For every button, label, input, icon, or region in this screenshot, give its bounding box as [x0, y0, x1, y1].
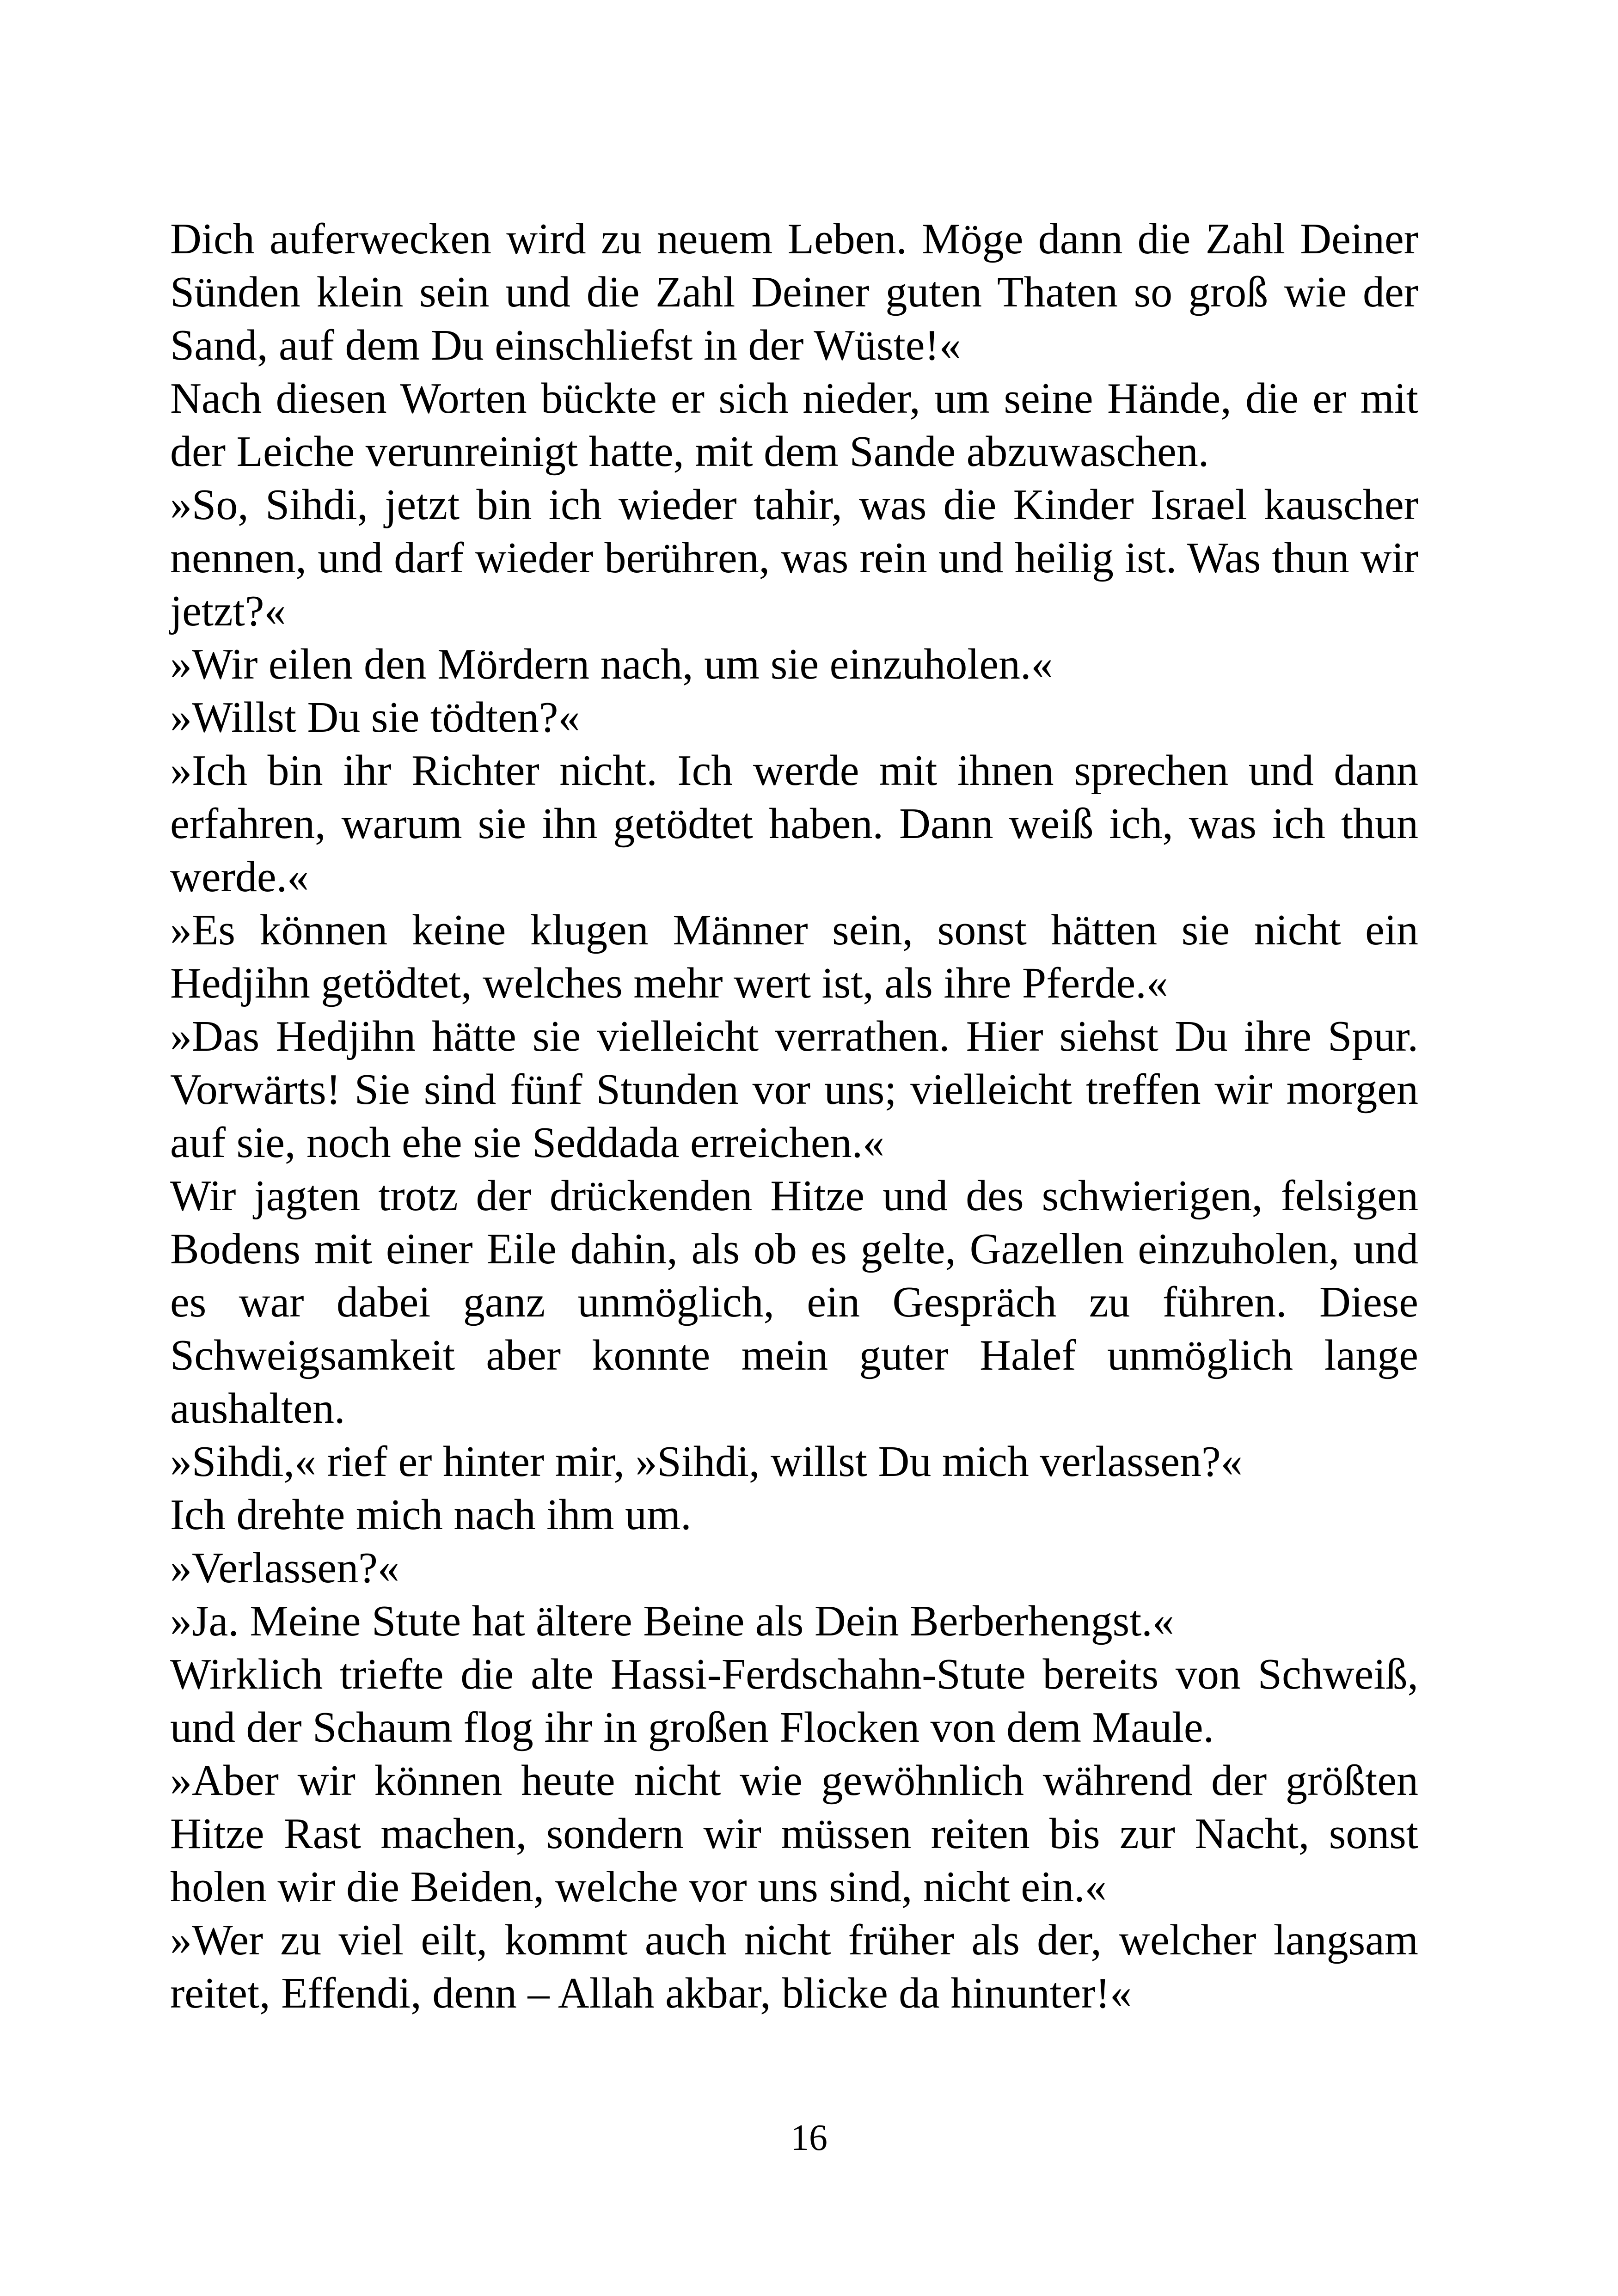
paragraph: »Wir eilen den Mördern nach, um sie einzuholen.«	[170, 640, 1053, 688]
paragraph: Ich drehte mich nach ihm um.	[170, 1491, 692, 1539]
paragraph: »Ich bin ihr Richter nicht. Ich werde mit ihnen sprechen und dann erfahren, warum sie ihn getödtet haben. Dann weiß ich, was ich thun werde.«	[170, 747, 1418, 901]
paragraph: Nach diesen Worten bückte er sich nieder, um seine Hände, die er mit der Leiche verunreinigt hatte, mit dem Sande abzuwaschen.	[170, 374, 1418, 476]
paragraph: »Verlassen?«	[170, 1544, 399, 1592]
page-number: 16	[791, 2118, 827, 2158]
paragraph: »Sihdi,« rief er hinter mir, »Sihdi, willst Du mich verlassen?«	[170, 1438, 1243, 1486]
paragraph: Wir jagten trotz der drückenden Hitze und des schwierigen, felsigen Bodens mit einer Eile dahin, als ob es gelte, Gazellen einzuholen, und es war dabei ganz unmöglich, ein Gespräch zu führen. Diese Schweigsamkeit aber konnte mein guter Halef unmöglich lange aushalten.	[170, 1172, 1418, 1433]
paragraph: Wirklich triefte die alte Hassi-Ferdschahn-Stute bereits von Schweiß, und der Schaum flog ihr in großen Flocken von dem Maule.	[170, 1650, 1418, 1751]
body-text	[170, 213, 1418, 2020]
paragraph: »So, Sihdi, jetzt bin ich wieder tahir, was die Kinder Israel kauscher nennen, und darf wieder berühren, was rein und heilig ist. Was thun wir jetzt?«	[170, 481, 1418, 635]
paragraph: »Willst Du sie tödten?«	[170, 693, 580, 741]
paragraph: »Ja. Meine Stute hat ältere Beine als Dein Berberhengst.«	[170, 1597, 1174, 1645]
paragraph: »Das Hedjihn hätte sie vielleicht verrathen. Hier siehst Du ihre Spur. Vorwärts! Sie sind fünf Stunden vor uns; vielleicht treffen wir morgen auf sie, noch ehe sie Seddada erreichen.«	[170, 1012, 1418, 1167]
paragraph: »Es können keine klugen Männer sein, sonst hätten sie nicht ein Hedjihn getödtet, welches mehr wert ist, als ihre Pferde.«	[170, 906, 1418, 1007]
paragraph: »Wer zu viel eilt, kommt auch nicht früher als der, welcher langsam reitet, Effendi, denn – Allah akbar, blicke da hinunter!«	[170, 1916, 1418, 2017]
paragraph: »Aber wir können heute nicht wie gewöhnlich während der größten Hitze Rast machen, sondern wir müssen reiten bis zur Nacht, sonst holen wir die Beiden, welche vor uns sind, nicht ein.«	[170, 1757, 1418, 1911]
paragraph: Dich auferwecken wird zu neuem Leben. Möge dann die Zahl Deiner Sünden klein sein und die Zahl Deiner guten Thaten so groß wie der Sand, auf dem Du einschliefst in der Wüste!«	[170, 215, 1418, 369]
